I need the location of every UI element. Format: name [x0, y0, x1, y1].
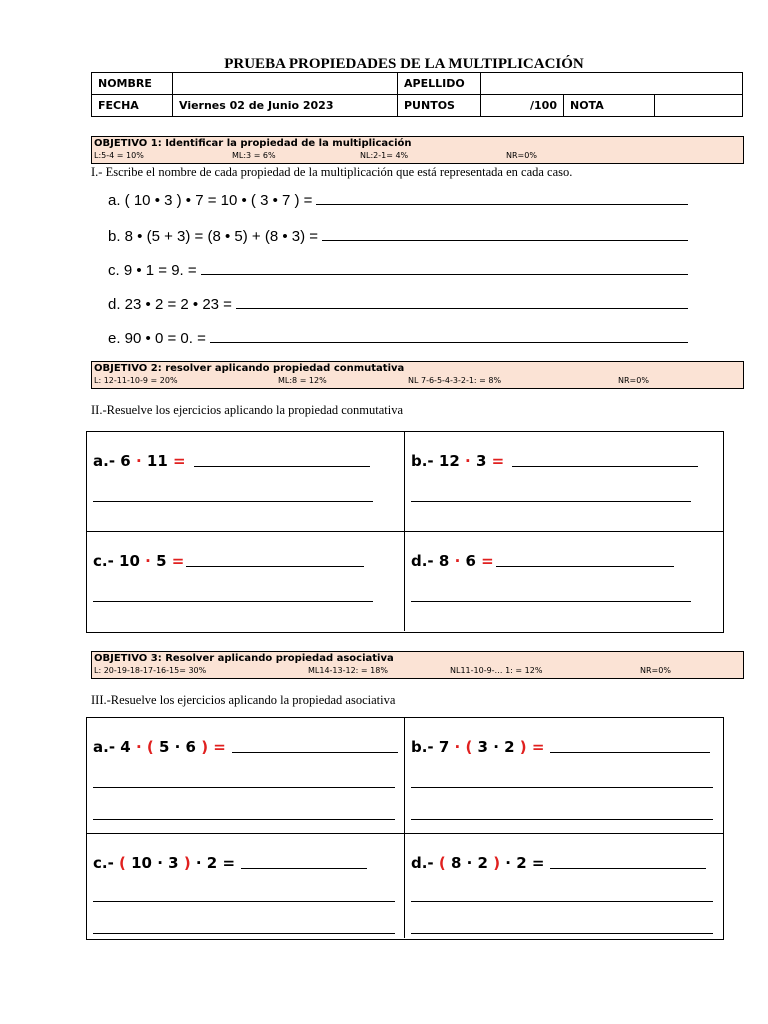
nota-field[interactable] — [655, 95, 743, 117]
property-question — [108, 192, 688, 209]
answer-line[interactable] — [550, 867, 706, 869]
objetivo-1-title: OBJETIVO 1: Identificar la propiedad de la multiplicación — [94, 138, 412, 149]
answer-line[interactable] — [186, 565, 364, 567]
problem-3a: a.- 4 · ( 5 · 6 ) = — [93, 738, 398, 756]
objetivo-3-title: OBJETIVO 3: Resolver aplicando propiedad asociativa — [94, 653, 394, 664]
property-question — [108, 228, 688, 245]
nombre-field[interactable] — [173, 73, 398, 95]
apellido-field[interactable] — [481, 73, 743, 95]
objetivo-3-ml: ML14-13-12: = 18% — [308, 666, 388, 675]
answer-line[interactable] — [241, 867, 367, 869]
answer-line[interactable] — [201, 273, 688, 275]
answer-line[interactable] — [316, 203, 688, 205]
question-text: a. ( 10 • 3 ) • 7 = 10 • ( 3 • 7 ) = — [108, 192, 313, 209]
student-info-table — [91, 72, 743, 117]
answer-line[interactable] — [496, 565, 674, 567]
problem-3d-cell — [405, 834, 723, 938]
question-text: b. 8 • (5 + 3) = (8 • 5) + (8 • 3) = — [108, 228, 319, 245]
objetivo-2-l: L: 12-11-10-9 = 20% — [94, 376, 178, 385]
problem-3a-cell — [87, 718, 405, 834]
section-1-instruction: I.- Escribe el nombre de cada propiedad de la multiplicación que está representada en cada caso. — [91, 165, 573, 179]
objetivo-1-l: L:5-4 = 10% — [94, 151, 144, 160]
objetivo-1-ml: ML:3 = 6% — [232, 151, 276, 160]
answer-line[interactable] — [210, 341, 688, 343]
problem-2c-cell — [87, 532, 405, 631]
fecha-value: Viernes 02 de Junio 2023 — [173, 95, 398, 117]
problem-3c: c.- ( 10 · 3 ) · 2 = — [93, 854, 367, 872]
question-text: e. 90 • 0 = 0. = — [108, 330, 206, 347]
work-line[interactable] — [411, 500, 691, 502]
work-line[interactable] — [411, 600, 691, 602]
question-text: c. 9 • 1 = 9. = — [108, 262, 197, 279]
work-line[interactable] — [93, 900, 395, 902]
answer-line[interactable] — [232, 751, 398, 753]
work-line[interactable] — [93, 818, 395, 820]
work-line[interactable] — [93, 786, 395, 788]
objetivo-1-box — [91, 136, 744, 164]
apellido-label: APELLIDO — [398, 73, 481, 95]
section-3-grid — [86, 717, 724, 940]
answer-line[interactable] — [236, 307, 688, 309]
answer-line[interactable] — [512, 465, 698, 467]
problem-3d: d.- ( 8 · 2 ) · 2 = — [411, 854, 706, 872]
objetivo-3-nl: NL11-10-9-… 1: = 12% — [450, 666, 543, 675]
objetivo-3-box — [91, 651, 744, 679]
objetivo-3-nr: NR=0% — [640, 666, 671, 675]
objetivo-3-l: L: 20-19-18-17-16-15= 30% — [94, 666, 207, 675]
nombre-label: NOMBRE — [92, 73, 173, 95]
work-line[interactable] — [93, 600, 373, 602]
answer-line[interactable] — [322, 239, 688, 241]
work-line[interactable] — [93, 500, 373, 502]
problem-2d-cell — [405, 532, 723, 631]
problem-2b-cell — [405, 432, 723, 532]
fecha-label: FECHA — [92, 95, 173, 117]
problem-3c-cell — [87, 834, 405, 938]
objetivo-2-nr: NR=0% — [618, 376, 649, 385]
problem-2d: d.- 8 · 6 = — [411, 552, 674, 570]
problem-3b: b.- 7 · ( 3 · 2 ) = — [411, 738, 710, 756]
work-line[interactable] — [93, 932, 395, 934]
page-title: PRUEBA PROPIEDADES DE LA MULTIPLICACIÓN — [224, 56, 584, 72]
question-text: d. 23 • 2 = 2 • 23 = — [108, 296, 232, 313]
section-3-instruction: III.-Resuelve los ejercicios aplicando la propiedad asociativa — [91, 693, 396, 707]
objetivo-2-box — [91, 361, 744, 389]
puntos-value: /100 — [481, 95, 564, 117]
problem-2a: a.- 6 · 11 = — [93, 452, 370, 470]
objetivo-2-ml: ML:8 = 12% — [278, 376, 327, 385]
problem-2a-cell — [87, 432, 405, 532]
answer-line[interactable] — [194, 465, 370, 467]
problem-2c: c.- 10 · 5 = — [93, 552, 364, 570]
objetivo-1-nl: NL:2-1= 4% — [360, 151, 409, 160]
puntos-label: PUNTOS — [398, 95, 481, 117]
section-2-grid — [86, 431, 724, 633]
objetivo-2-nl: NL 7-6-5-4-3-2-1: = 8% — [408, 376, 502, 385]
work-line[interactable] — [411, 786, 713, 788]
property-question — [108, 262, 688, 279]
work-line[interactable] — [411, 900, 713, 902]
property-question — [108, 330, 688, 347]
section-2-instruction: II.-Resuelve los ejercicios aplicando la propiedad conmutativa — [91, 403, 404, 417]
objetivo-2-title: OBJETIVO 2: resolver aplicando propiedad conmutativa — [94, 363, 405, 374]
work-line[interactable] — [411, 818, 713, 820]
answer-line[interactable] — [550, 751, 710, 753]
property-question — [108, 296, 688, 313]
nota-label: NOTA — [564, 95, 655, 117]
problem-3b-cell — [405, 718, 723, 834]
work-line[interactable] — [411, 932, 713, 934]
objetivo-1-nr: NR=0% — [506, 151, 537, 160]
problem-2b: b.- 12 · 3 = — [411, 452, 698, 470]
